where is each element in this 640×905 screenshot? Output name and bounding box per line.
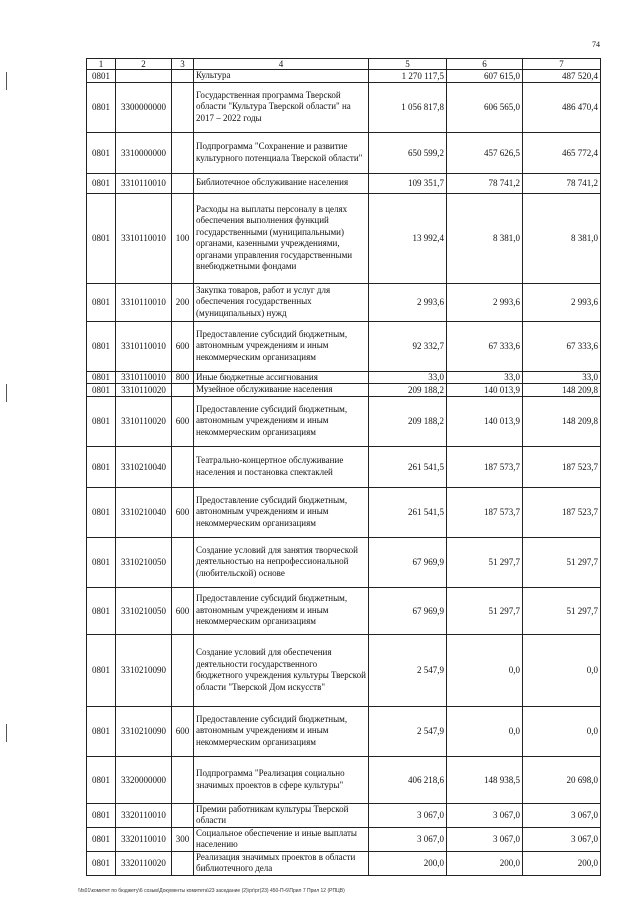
expense-type-cell: [172, 803, 194, 827]
expense-type-cell: [172, 70, 194, 83]
expense-type-cell: 600: [172, 487, 194, 537]
section-code-cell: 0801: [87, 396, 116, 446]
amount-cell: 140 013,9: [447, 384, 523, 397]
amount-cell: 3 067,0: [447, 803, 523, 827]
item-name-cell: Музейное обслуживание населения: [194, 384, 369, 397]
amount-cell: 0,0: [523, 706, 601, 756]
table-row: [87, 756, 601, 803]
amount-cell: 209 188,2: [369, 396, 447, 446]
table-body: [87, 70, 601, 876]
binder-mark: [6, 724, 7, 742]
amount-cell: 92 332,7: [369, 321, 447, 371]
amount-cell: 0,0: [523, 634, 601, 706]
table-row: [87, 371, 601, 384]
table-row: [87, 537, 601, 587]
amount-cell: 2 547,9: [369, 706, 447, 756]
target-article-cell: 3320110010: [116, 827, 172, 851]
amount-cell: 2 547,9: [369, 634, 447, 706]
section-code-cell: 0801: [87, 851, 116, 875]
table-row: [87, 851, 601, 875]
expense-type-cell: [172, 173, 194, 193]
section-code-cell: 0801: [87, 446, 116, 487]
item-name-cell: Премии работникам культуры Тверской области: [194, 803, 369, 827]
expense-type-cell: [172, 756, 194, 803]
table-row: [87, 487, 601, 537]
target-article-cell: 3310110010: [116, 283, 172, 321]
amount-cell: 3 067,0: [523, 803, 601, 827]
item-name-cell: Социальное обеспечение и иные выплаты населению: [194, 827, 369, 851]
table-row: [87, 173, 601, 193]
amount-cell: 2 993,6: [369, 283, 447, 321]
amount-cell: 33,0: [523, 371, 601, 384]
amount-cell: 406 218,6: [369, 756, 447, 803]
amount-cell: 8 381,0: [523, 193, 601, 283]
amount-cell: 200,0: [369, 851, 447, 875]
amount-cell: 140 013,9: [447, 396, 523, 446]
amount-cell: 457 626,5: [447, 132, 523, 173]
expense-type-cell: 600: [172, 587, 194, 634]
expense-type-cell: 200: [172, 283, 194, 321]
item-name-cell: Предоставление субсидий бюджетным, автономным учреждениям и иным некоммерческим организациям: [194, 706, 369, 756]
section-code-cell: 0801: [87, 173, 116, 193]
table-row: [87, 82, 601, 132]
table-header-row: [87, 59, 601, 70]
amount-cell: 13 992,4: [369, 193, 447, 283]
expense-type-cell: 600: [172, 706, 194, 756]
header-cell: 6: [447, 59, 523, 70]
expense-type-cell: [172, 537, 194, 587]
item-name-cell: Культура: [194, 70, 369, 83]
amount-cell: 3 067,0: [523, 827, 601, 851]
target-article-cell: 3310210050: [116, 587, 172, 634]
item-name-cell: Государственная программа Тверской области "Культура Тверской области" на 2017 – 2022 годы: [194, 82, 369, 132]
amount-cell: 187 523,7: [523, 487, 601, 537]
expense-type-cell: [172, 82, 194, 132]
table-row: [87, 70, 601, 83]
target-article-cell: 3310210090: [116, 634, 172, 706]
target-article-cell: 3310210040: [116, 446, 172, 487]
section-code-cell: 0801: [87, 756, 116, 803]
amount-cell: 148 209,8: [523, 396, 601, 446]
table-row: [87, 803, 601, 827]
amount-cell: 606 565,0: [447, 82, 523, 132]
amount-cell: 78 741,2: [447, 173, 523, 193]
page-number: 74: [592, 40, 600, 49]
file-path-footer: \\fs01\комитет по бюджету\6 созыв\Документы комитета\23 заседание (2)\рг\рг(23) 450-П-6\Прил 7 Прил 12 (РПЦВ): [78, 888, 345, 894]
binder-mark: [6, 72, 7, 90]
expense-type-cell: [172, 446, 194, 487]
amount-cell: 1 270 117,5: [369, 70, 447, 83]
section-code-cell: 0801: [87, 82, 116, 132]
expense-type-cell: 100: [172, 193, 194, 283]
target-article-cell: 3310110020: [116, 396, 172, 446]
amount-cell: 200,0: [447, 851, 523, 875]
target-article-cell: 3310210040: [116, 487, 172, 537]
target-article-cell: 3310110010: [116, 371, 172, 384]
binder-mark: [6, 384, 7, 402]
table-row: [87, 193, 601, 283]
table-row: [87, 446, 601, 487]
amount-cell: 67 333,6: [447, 321, 523, 371]
header-cell: 5: [369, 59, 447, 70]
amount-cell: 261 541,5: [369, 487, 447, 537]
amount-cell: 109 351,7: [369, 173, 447, 193]
amount-cell: 20 698,0: [523, 756, 601, 803]
amount-cell: 33,0: [447, 371, 523, 384]
amount-cell: 2 993,6: [523, 283, 601, 321]
section-code-cell: 0801: [87, 193, 116, 283]
amount-cell: 67 333,6: [523, 321, 601, 371]
target-article-cell: 3310110020: [116, 384, 172, 397]
section-code-cell: 0801: [87, 283, 116, 321]
amount-cell: 650 599,2: [369, 132, 447, 173]
table-row: [87, 827, 601, 851]
item-name-cell: Закупка товаров, работ и услуг для обеспечения государственных (муниципальных) нужд: [194, 283, 369, 321]
item-name-cell: Библиотечное обслуживание населения: [194, 173, 369, 193]
target-article-cell: 3320110010: [116, 803, 172, 827]
expense-type-cell: 600: [172, 396, 194, 446]
header-cell: 7: [523, 59, 601, 70]
section-code-cell: 0801: [87, 371, 116, 384]
amount-cell: 486 470,4: [523, 82, 601, 132]
amount-cell: 261 541,5: [369, 446, 447, 487]
item-name-cell: Предоставление субсидий бюджетным, автономным учреждениям и иным некоммерческим организациям: [194, 587, 369, 634]
item-name-cell: Предоставление субсидий бюджетным, автономным учреждениям и иным некоммерческим организациям: [194, 487, 369, 537]
section-code-cell: 0801: [87, 537, 116, 587]
table-row: [87, 587, 601, 634]
table-row: [87, 132, 601, 173]
section-code-cell: 0801: [87, 706, 116, 756]
amount-cell: 3 067,0: [369, 803, 447, 827]
item-name-cell: Создание условий для занятия творческой деятельностью на непрофессиональной (любительской) основе: [194, 537, 369, 587]
item-name-cell: Иные бюджетные ассигнования: [194, 371, 369, 384]
amount-cell: 0,0: [447, 706, 523, 756]
item-name-cell: Предоставление субсидий бюджетным, автономным учреждениям и иным некоммерческим организациям: [194, 396, 369, 446]
section-code-cell: 0801: [87, 70, 116, 83]
target-article-cell: 3320110020: [116, 851, 172, 875]
expense-type-cell: [172, 132, 194, 173]
expense-type-cell: 800: [172, 371, 194, 384]
amount-cell: 67 969,9: [369, 537, 447, 587]
amount-cell: 51 297,7: [447, 537, 523, 587]
item-name-cell: Предоставление субсидий бюджетным, автономным учреждениям и иным некоммерческим организациям: [194, 321, 369, 371]
section-code-cell: 0801: [87, 634, 116, 706]
item-name-cell: Реализация значимых проектов в области библиотечного дела: [194, 851, 369, 875]
expense-type-cell: [172, 634, 194, 706]
item-name-cell: Подпрограмма "Сохранение и развитие культурного потенциала Тверской области": [194, 132, 369, 173]
amount-cell: 1 056 817,8: [369, 82, 447, 132]
expense-type-cell: 300: [172, 827, 194, 851]
target-article-cell: 3310210050: [116, 537, 172, 587]
target-article-cell: 3310110010: [116, 193, 172, 283]
target-article-cell: 3320000000: [116, 756, 172, 803]
item-name-cell: Подпрограмма "Реализация социально значимых проектов в сфере культуры": [194, 756, 369, 803]
expense-type-cell: [172, 384, 194, 397]
amount-cell: 0,0: [447, 634, 523, 706]
amount-cell: 209 188,2: [369, 384, 447, 397]
target-article-cell: 3300000000: [116, 82, 172, 132]
section-code-cell: 0801: [87, 803, 116, 827]
amount-cell: 487 520,4: [523, 70, 601, 83]
amount-cell: 465 772,4: [523, 132, 601, 173]
item-name-cell: Расходы на выплаты персоналу в целях обеспечения выполнения функций государственными (муниципальными) органами, казенными учреждениями, органами управления государственными внебюджетными фондами: [194, 193, 369, 283]
section-code-cell: 0801: [87, 587, 116, 634]
table-row: [87, 634, 601, 706]
section-code-cell: 0801: [87, 321, 116, 371]
expense-type-cell: [172, 851, 194, 875]
header-cell: 2: [116, 59, 172, 70]
table-row: [87, 706, 601, 756]
target-article-cell: 3310110010: [116, 173, 172, 193]
section-code-cell: 0801: [87, 384, 116, 397]
amount-cell: 33,0: [369, 371, 447, 384]
table-row: [87, 283, 601, 321]
budget-table: [86, 58, 601, 876]
amount-cell: 200,0: [523, 851, 601, 875]
item-name-cell: Создание условий для обеспечения деятельности государственного бюджетного учреждения культуры Тверской области "Тверской Дом искусств": [194, 634, 369, 706]
amount-cell: 148 209,8: [523, 384, 601, 397]
target-article-cell: 3310110010: [116, 321, 172, 371]
table-row: [87, 396, 601, 446]
amount-cell: 3 067,0: [369, 827, 447, 851]
header-cell: 4: [194, 59, 369, 70]
amount-cell: 148 938,5: [447, 756, 523, 803]
amount-cell: 187 523,7: [523, 446, 601, 487]
expense-type-cell: 600: [172, 321, 194, 371]
section-code-cell: 0801: [87, 487, 116, 537]
header-cell: 3: [172, 59, 194, 70]
section-code-cell: 0801: [87, 132, 116, 173]
amount-cell: 51 297,7: [523, 587, 601, 634]
amount-cell: 8 381,0: [447, 193, 523, 283]
target-article-cell: 3310210090: [116, 706, 172, 756]
table-row: [87, 384, 601, 397]
amount-cell: 51 297,7: [447, 587, 523, 634]
amount-cell: 187 573,7: [447, 487, 523, 537]
amount-cell: 51 297,7: [523, 537, 601, 587]
amount-cell: 2 993,6: [447, 283, 523, 321]
amount-cell: 3 067,0: [447, 827, 523, 851]
table-row: [87, 321, 601, 371]
target-article-cell: [116, 70, 172, 83]
amount-cell: 187 573,7: [447, 446, 523, 487]
amount-cell: 78 741,2: [523, 173, 601, 193]
amount-cell: 607 615,0: [447, 70, 523, 83]
item-name-cell: Театрально-концертное обслуживание населения и постановка спектаклей: [194, 446, 369, 487]
target-article-cell: 3310000000: [116, 132, 172, 173]
section-code-cell: 0801: [87, 827, 116, 851]
header-cell: 1: [87, 59, 116, 70]
amount-cell: 67 969,9: [369, 587, 447, 634]
